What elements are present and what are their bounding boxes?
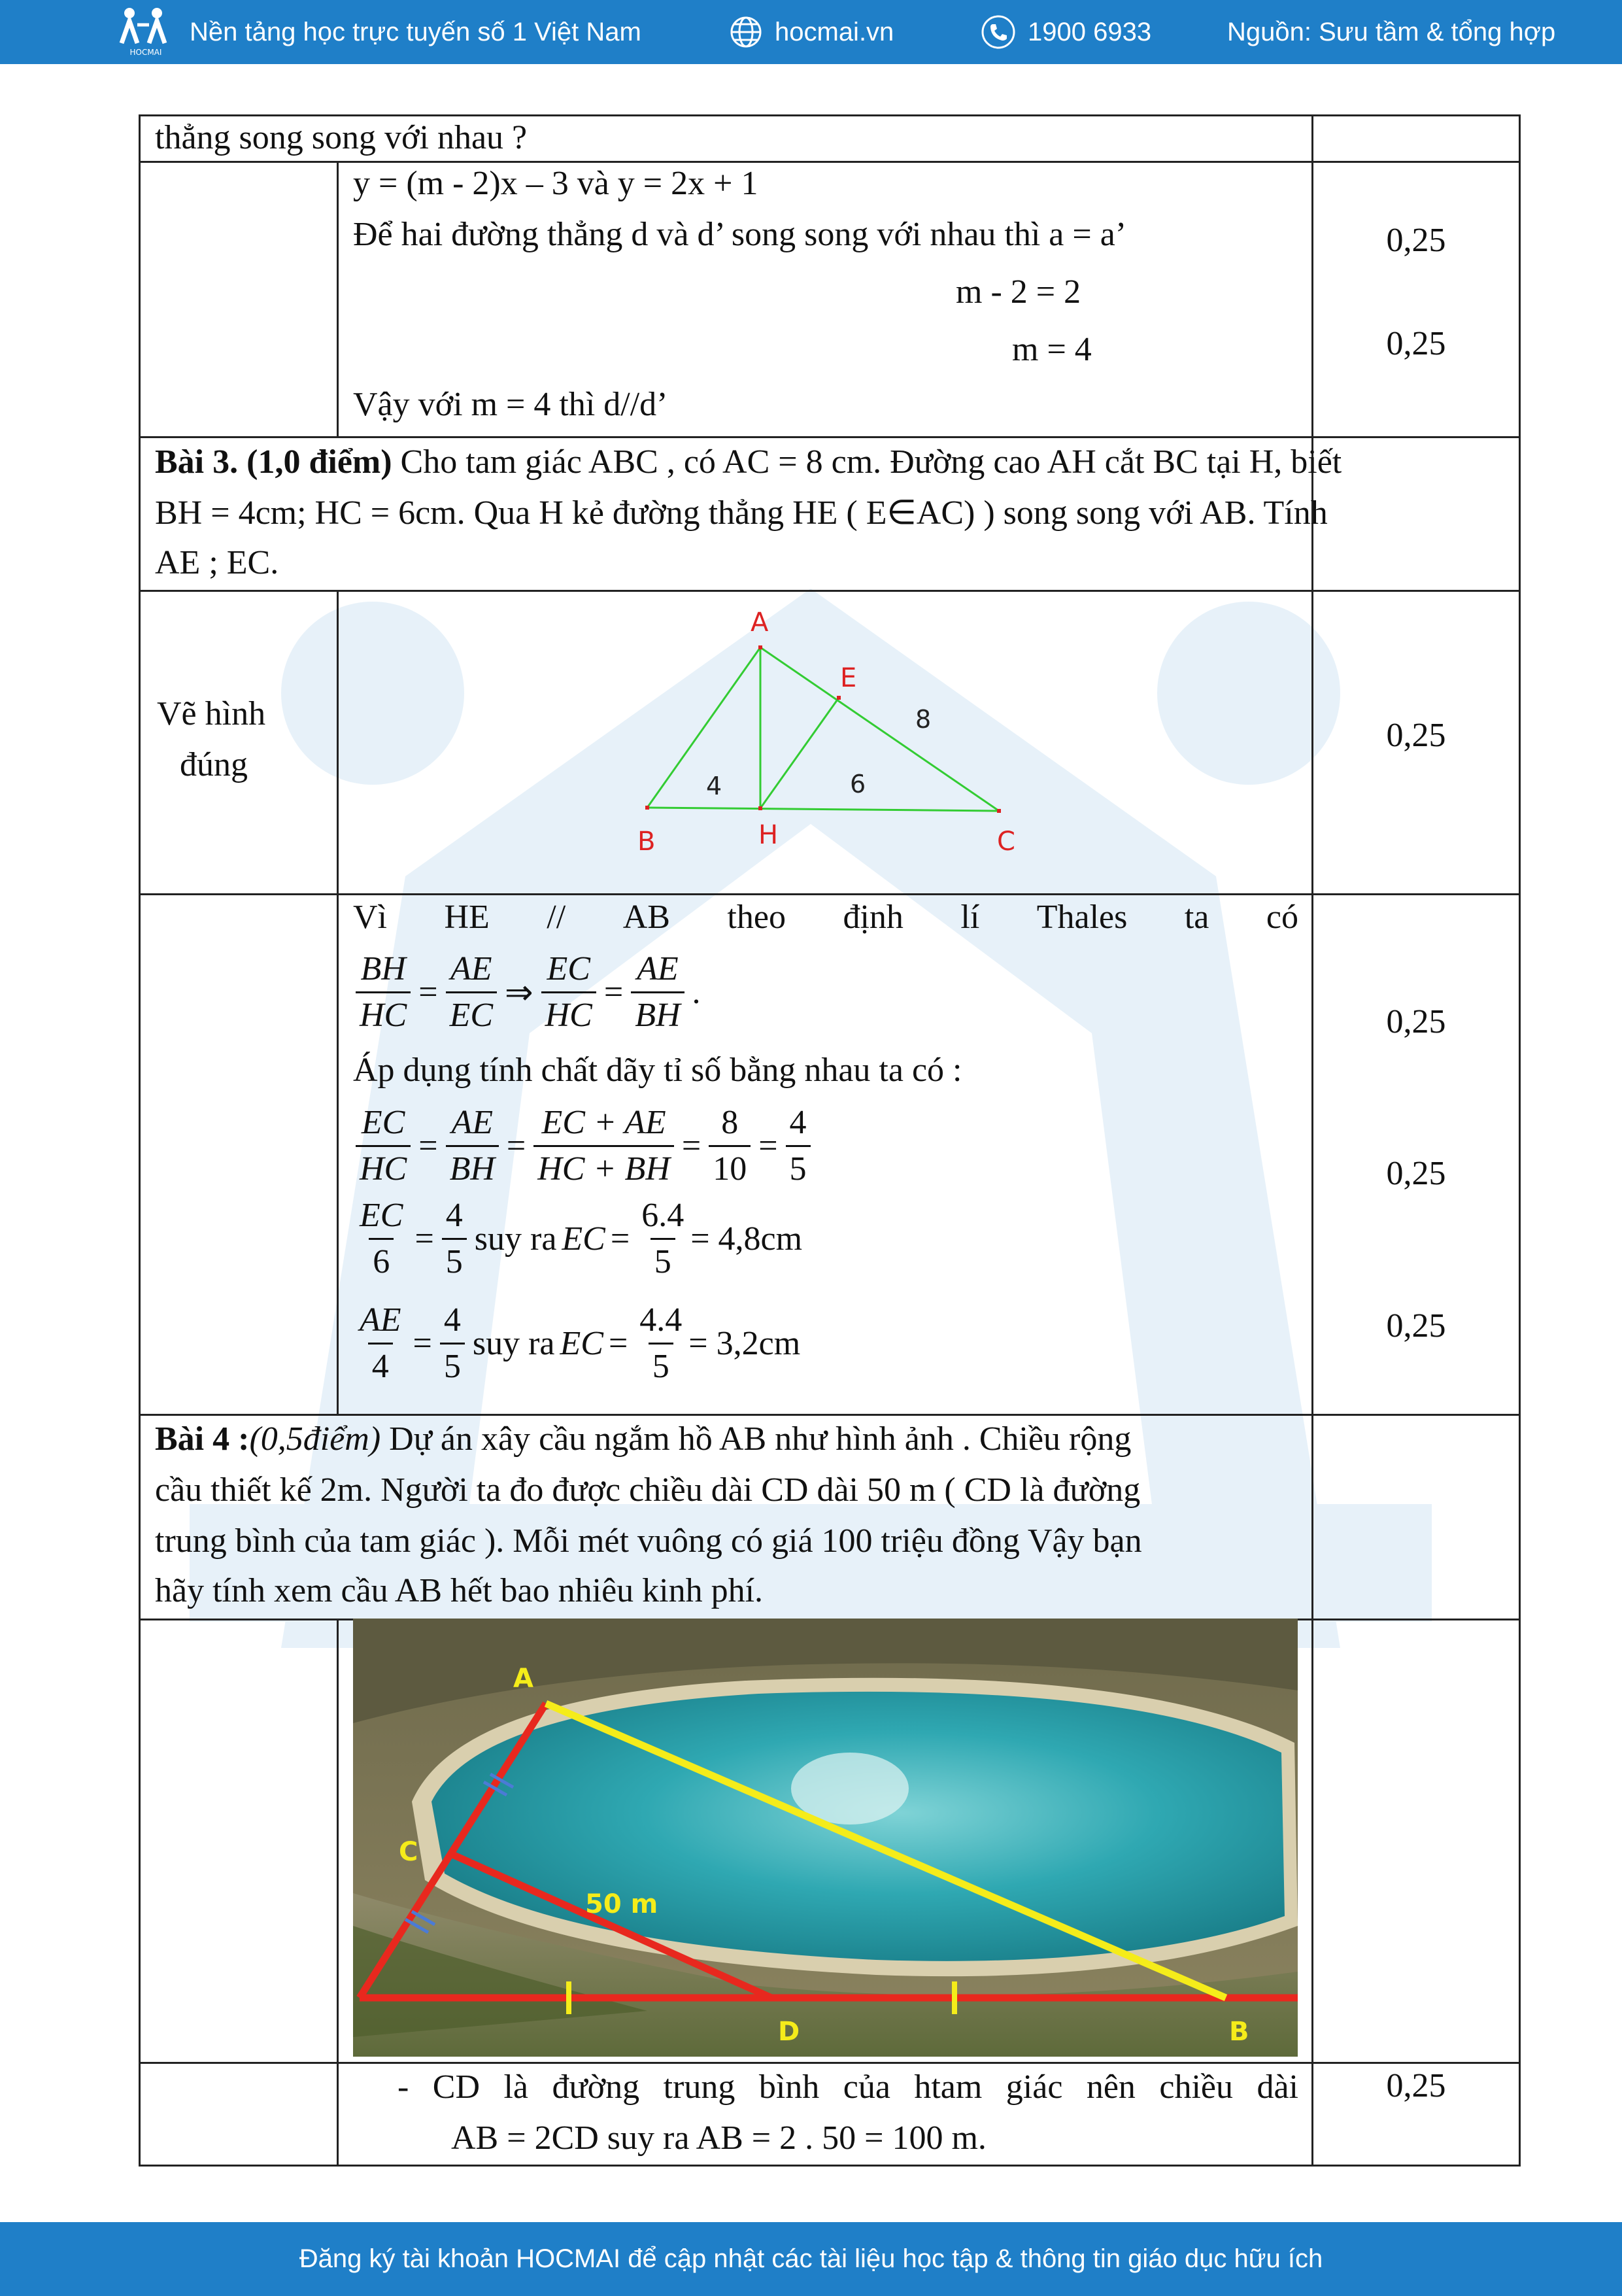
solution-label-cell [139,893,339,1416]
figure-score: 0,25 [1386,717,1446,754]
fraction-numerator: 4 [789,1104,807,1141]
ec-symbol: EC [560,1325,603,1362]
fraction-denominator: HC [356,991,411,1038]
bai4-title: Bài 4 : [155,1420,250,1458]
length-BH: 4 [706,772,722,800]
fraction-denominator: 10 [709,1145,751,1191]
footer-text: Đăng ký tài khoản HOCMAI để cập nhật các tài liệu học tập & thông tin giáo dục hữu ích [299,2244,1323,2273]
point-H [758,806,762,810]
bai4-line4: hãy tính xem cầu AB hết bao nhiêu kinh phí. [155,1572,764,1609]
thales-equation: $\frac{BH}{HC}$ = $\frac{AE}{EC}$ ⇒ $\frac{EC}{HC}$ = $\frac{AE}{BH}$ . [353,947,706,1038]
fraction-denominator: 5 [786,1145,811,1191]
row2-line4: m = 4 [1012,331,1092,368]
fraction-numerator: EC [360,1197,403,1234]
fraction-numerator: AE [637,950,679,987]
fraction-numerator: 4.4 [639,1301,683,1339]
bai4-text1: Dự án xây cầu ngắm hồ AB như hình ảnh . Chiều rộng [380,1420,1132,1458]
fraction-denominator: HC [356,1145,411,1191]
suy-ra-text: suy ra [472,1325,555,1362]
photo-label-D: D [778,2017,800,2047]
row2-label-cell [139,161,339,438]
fraction-numerator: 4 [445,1197,463,1234]
ec-symbol: EC [562,1220,605,1258]
bai4-line3: trung bình của tam giác ). Mỗi mét vuông có giá 100 triệu đồng Vậy bạn [155,1522,1142,1560]
row2-line1: y = (m - 2)x – 3 và y = 2x + 1 [353,165,758,202]
word: Thales [1036,899,1128,936]
fraction-denominator: 5 [442,1238,467,1284]
row2-line5: Vậy với m = 4 thì d//d’ [353,386,668,423]
row1-question-text: thẳng song song với nhau ? [155,119,528,156]
ae-equation: $\frac{AE}{4}$ = $\frac{4}{5}$ suy ra EC = $\frac{4.4}{5}$ = 3,2cm [353,1298,800,1389]
word: ta [1184,899,1209,936]
header-slogan: Nền tảng học trực tuyến số 1 Việt Nam [190,17,641,46]
footer-bar [0,2222,1622,2296]
final-score: 0,25 [1386,2067,1446,2104]
ae-result: = 3,2cm [688,1325,801,1362]
fraction-numerator: EC + AE [541,1104,666,1141]
suy-ra-text: suy ra [474,1220,557,1258]
fraction-denominator: HC [541,991,596,1038]
word: theo [727,899,786,936]
photo-label-B: B [1229,2017,1249,2047]
bai3-title: Bài 3. (1,0 điểm) [155,443,392,481]
solution-line3: Áp dụng tính chất dãy tỉ số bằng nhau ta có : [353,1052,962,1089]
row2-line2: Để hai đường thẳng d và d’ song song với nhau thì a = a’ [353,216,1127,253]
row1-score-cell [1311,114,1521,163]
word: Vì [353,899,387,936]
word: AB [622,899,670,936]
photo-label-A: A [513,1664,533,1694]
fraction-denominator: 4 [368,1343,393,1389]
solution-score-2: 0,25 [1386,1155,1446,1192]
fraction-denominator: HC + BH [533,1145,674,1191]
point-C [997,809,1001,813]
triangle-figure [615,592,1072,880]
fraction-denominator: 5 [649,1343,673,1389]
lake-bridge-photo [353,1619,1298,2057]
fraction-denominator: BH [446,1145,499,1191]
word: định [843,899,904,936]
bai4-score-cell [1311,1414,1521,1620]
length-HC: 6 [850,770,866,798]
photo-score-cell [1311,1619,1521,2064]
figure-label-line2: đúng [180,746,248,783]
bai4-line1 [155,1414,1131,1465]
label-C: C [997,827,1015,857]
fraction-denominator: 5 [440,1343,465,1389]
fraction-numerator: BH [360,950,406,987]
solution-score-1: 0,25 [1386,1003,1446,1040]
fraction-numerator: AE [360,1301,401,1339]
edge-BC [647,808,999,811]
solution-line1 [353,892,1298,943]
fraction-numerator: AE [451,1104,493,1141]
fraction-numerator: EC [361,1104,405,1141]
fraction-denominator: 6 [369,1238,394,1284]
fraction-denominator: 5 [650,1238,675,1284]
segment-HE [760,698,839,808]
svg-text:HOCMAI: HOCMAI [129,48,162,57]
row2-line3: m - 2 = 2 [956,273,1081,311]
fraction-numerator: 4 [443,1301,461,1339]
word: lí [960,899,980,936]
header-source: Nguồn: Sưu tầm & tổng hợp [1227,17,1556,46]
bai3-text1: Cho tam giác ABC , có AC = 8 cm. Đường cao AH cắt BC tại H, biết [392,443,1342,481]
header-phone-link[interactable] [981,0,1151,64]
fraction-denominator: BH [631,991,684,1038]
bai4-points: (0,5điểm) [249,1420,381,1458]
fraction-numerator: EC [547,950,590,987]
bai3-line1 [155,437,1342,488]
photo-label-cell [139,1619,339,2064]
final-line1: - CD là đường trung bình của htam giác nên chiều dài [397,2068,1298,2106]
edge-AC [760,647,999,811]
word: có [1266,899,1298,936]
final-line2: AB = 2CD suy ra AB = 2 . 50 = 100 m. [451,2119,987,2157]
label-H: H [758,820,779,850]
figure-label-line1: Vẽ hình [157,695,266,732]
bai3-line2: BH = 4cm; HC = 6cm. Qua H kẻ đường thẳng HE ( E∈AC) ) song song với AB. Tính [155,494,1328,532]
ec-equation: $\frac{EC}{6}$ = $\frac{4}{5}$ suy ra EC = $\frac{6.4}{5}$ = 4,8cm [353,1193,802,1284]
final-label-cell [139,2062,339,2167]
hocmai-logo [116,5,175,58]
header-bar [0,0,1622,64]
word: // [547,899,566,936]
header-phone: 1900 6933 [1028,17,1152,46]
edge-AB [647,647,760,808]
fraction-denominator: EC [446,991,497,1038]
fraction-numerator: 8 [721,1104,739,1141]
phone-icon [981,14,1016,50]
globe-icon [729,15,763,49]
point-A [758,645,762,649]
ratio-equation: $\frac{EC}{HC}$ = $\frac{AE}{BH}$ = $\frac{EC + AE}{HC + BH}$ = $\frac{8}{10}$ = $\frac{4}{5}$ [353,1101,813,1191]
word: HE [444,899,490,936]
label-E: E [840,663,857,693]
label-B: B [637,827,656,857]
photo-label-C: C [399,1837,418,1867]
fraction-numerator: AE [450,950,492,987]
point-B [645,806,649,810]
row2-score-cell [1311,161,1521,438]
header-website-link[interactable] [729,0,894,64]
length-AC: 8 [915,705,932,734]
bai3-score-cell [1311,436,1521,592]
fraction-numerator: 6.4 [641,1197,684,1234]
solution-score-3: 0,25 [1386,1307,1446,1345]
row2-score-1: 0,25 [1386,222,1446,259]
row2-score-2: 0,25 [1386,325,1446,362]
label-A: A [751,608,769,638]
bai3-line3: AE ; EC. [155,544,279,581]
header-website: hocmai.vn [775,17,894,46]
bai4-line2: cầu thiết kế 2m. Người ta đo được chiều dài CD dài 50 m ( CD là đường [155,1471,1141,1509]
point-E [837,696,841,700]
photo-length-label: 50 m [585,1889,658,1919]
ec-result: = 4,8cm [690,1220,803,1258]
